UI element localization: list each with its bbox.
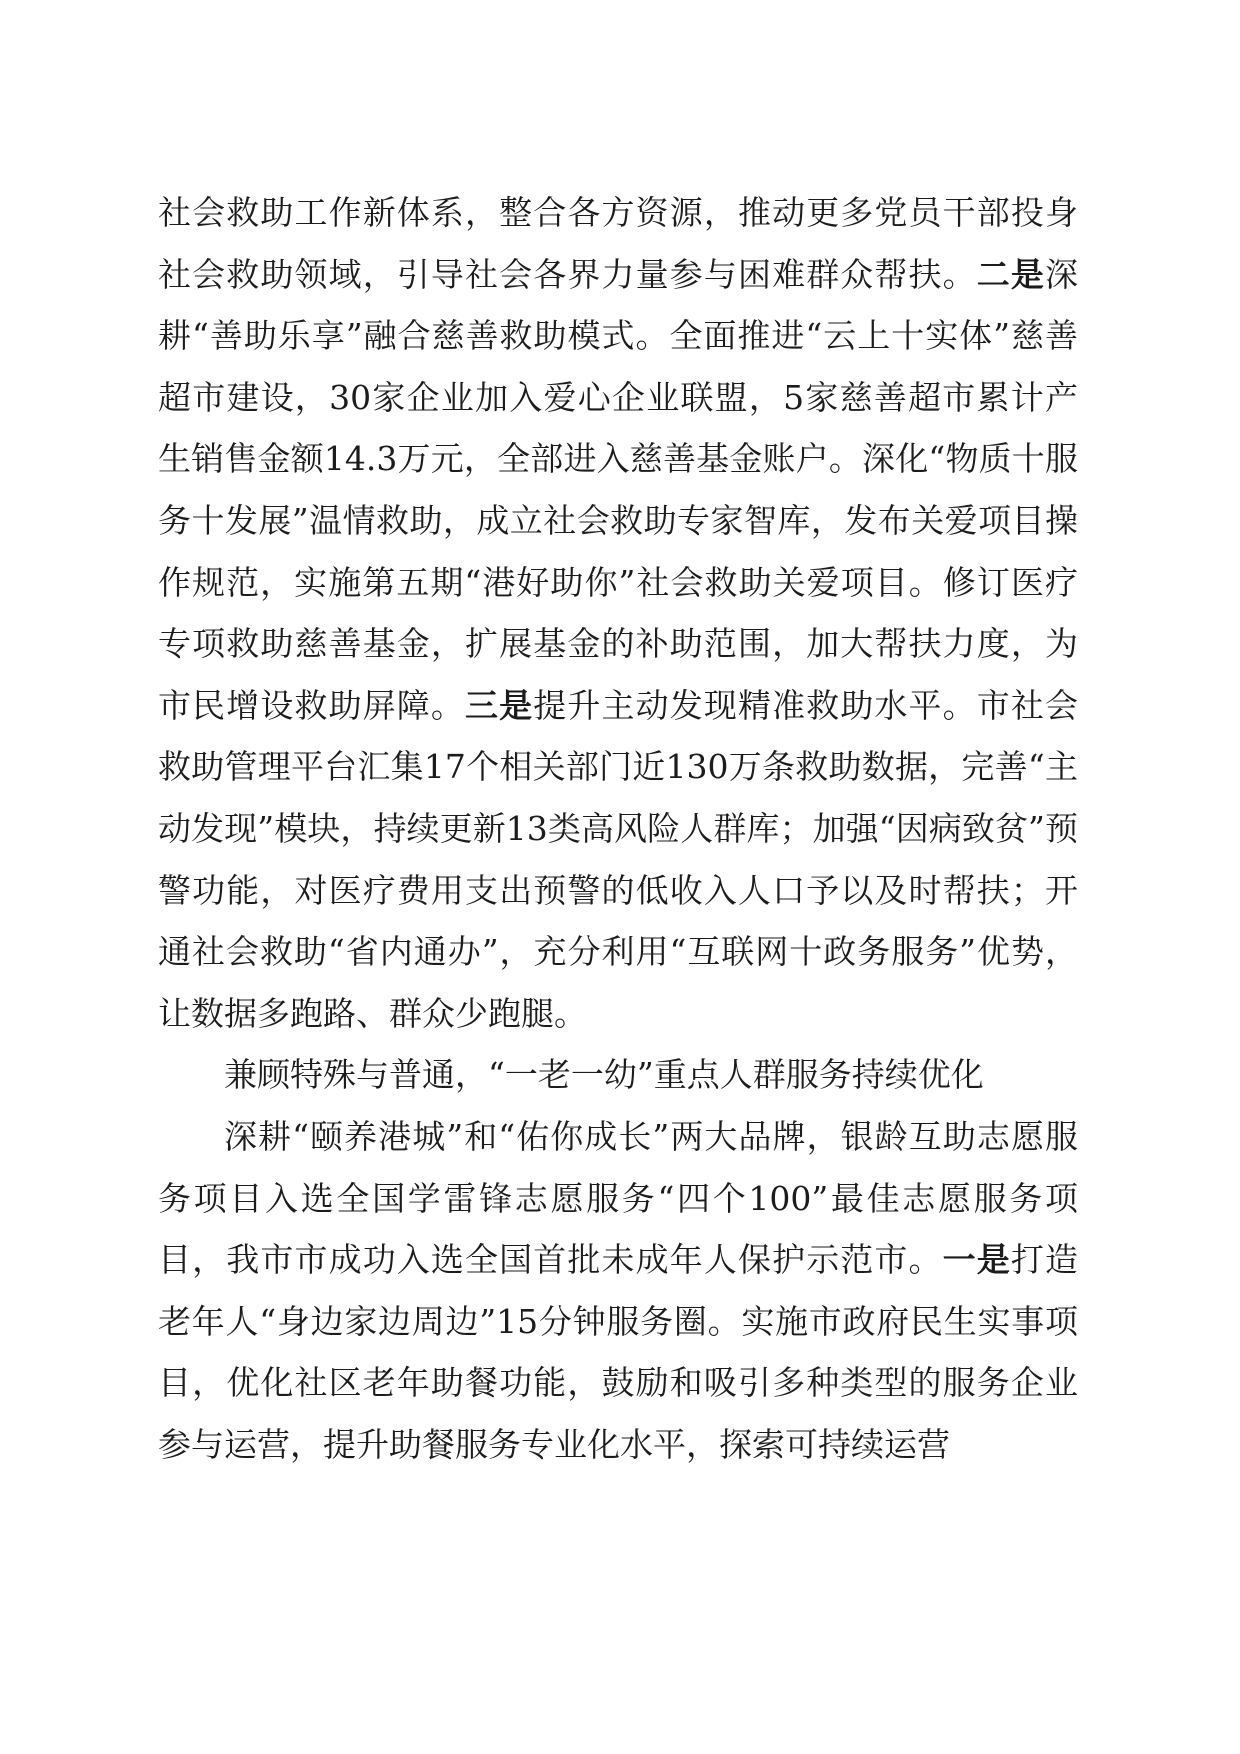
paragraph-text: 打造老年人“身边家边周边”15分钟服务圈。实施市政府民生实事项目，优化社区老年助餐功能，鼓励和吸引多种类型的服务企业参与运营，提升助餐服务专业化水平，探索可持续运营 <box>158 1240 1079 1464</box>
paragraph-text: 社会救助工作新体系，整合各方资源，推动更多党员干部投身社会救助领域，引导社会各界力量参与困难群众帮扶。 <box>158 193 1078 294</box>
section-heading: 兼顾特殊与普通，“一老一幼”重点人群服务持续优化 <box>224 1055 984 1095</box>
paragraph-text: 深耕“善助乐享”融合慈善救助模式。全面推进“云上十实体”慈善超市建设，30家企业加入爱心企业联盟，5家慈善超市累计产生销售金额14.3万元，全部进入慈善基金账户。深化“物质十服务十发展”温情救助，成立社会救助专家智库，发布关爱项目操作规范，实施第五期“港好助你”社会救助关爱项目。修订医疗专项救助慈善基金，扩展基金的补助范围，加大帮扶力度，为市民增设救助屏障。 <box>158 254 1079 725</box>
enumeration-marker-one: 一是 <box>942 1240 1011 1280</box>
body-text <box>158 182 1078 1475</box>
paragraph-text: 提升主动发现精准救助水平。市社会救助管理平台汇集17个相关部门近130万条救助数据，完善“主动发现”模块，持续更新13类高风险人群库；加强“因病致贫”预警功能，对医疗费用支出预警的低收入人口予以及时帮扶；开通社会救助“省内通办”，充分利用“互联网十政务服务”优势，让数据多跑路、群众少跑腿。 <box>158 685 1079 1033</box>
enumeration-marker-three: 三是 <box>465 685 534 725</box>
enumeration-marker-two: 二是 <box>976 254 1046 294</box>
paragraph-elderly-children <box>158 1106 1078 1476</box>
paragraph-social-assistance <box>158 182 1078 1044</box>
paragraph-text: 深耕“颐养港城”和“佑你成长”两大品牌，银龄互助志愿服务项目入选全国学雷锋志愿服务“四个100”最佳志愿服务项目，我市市成功入选全国首批未成年人保护示范市。 <box>158 1116 1078 1280</box>
